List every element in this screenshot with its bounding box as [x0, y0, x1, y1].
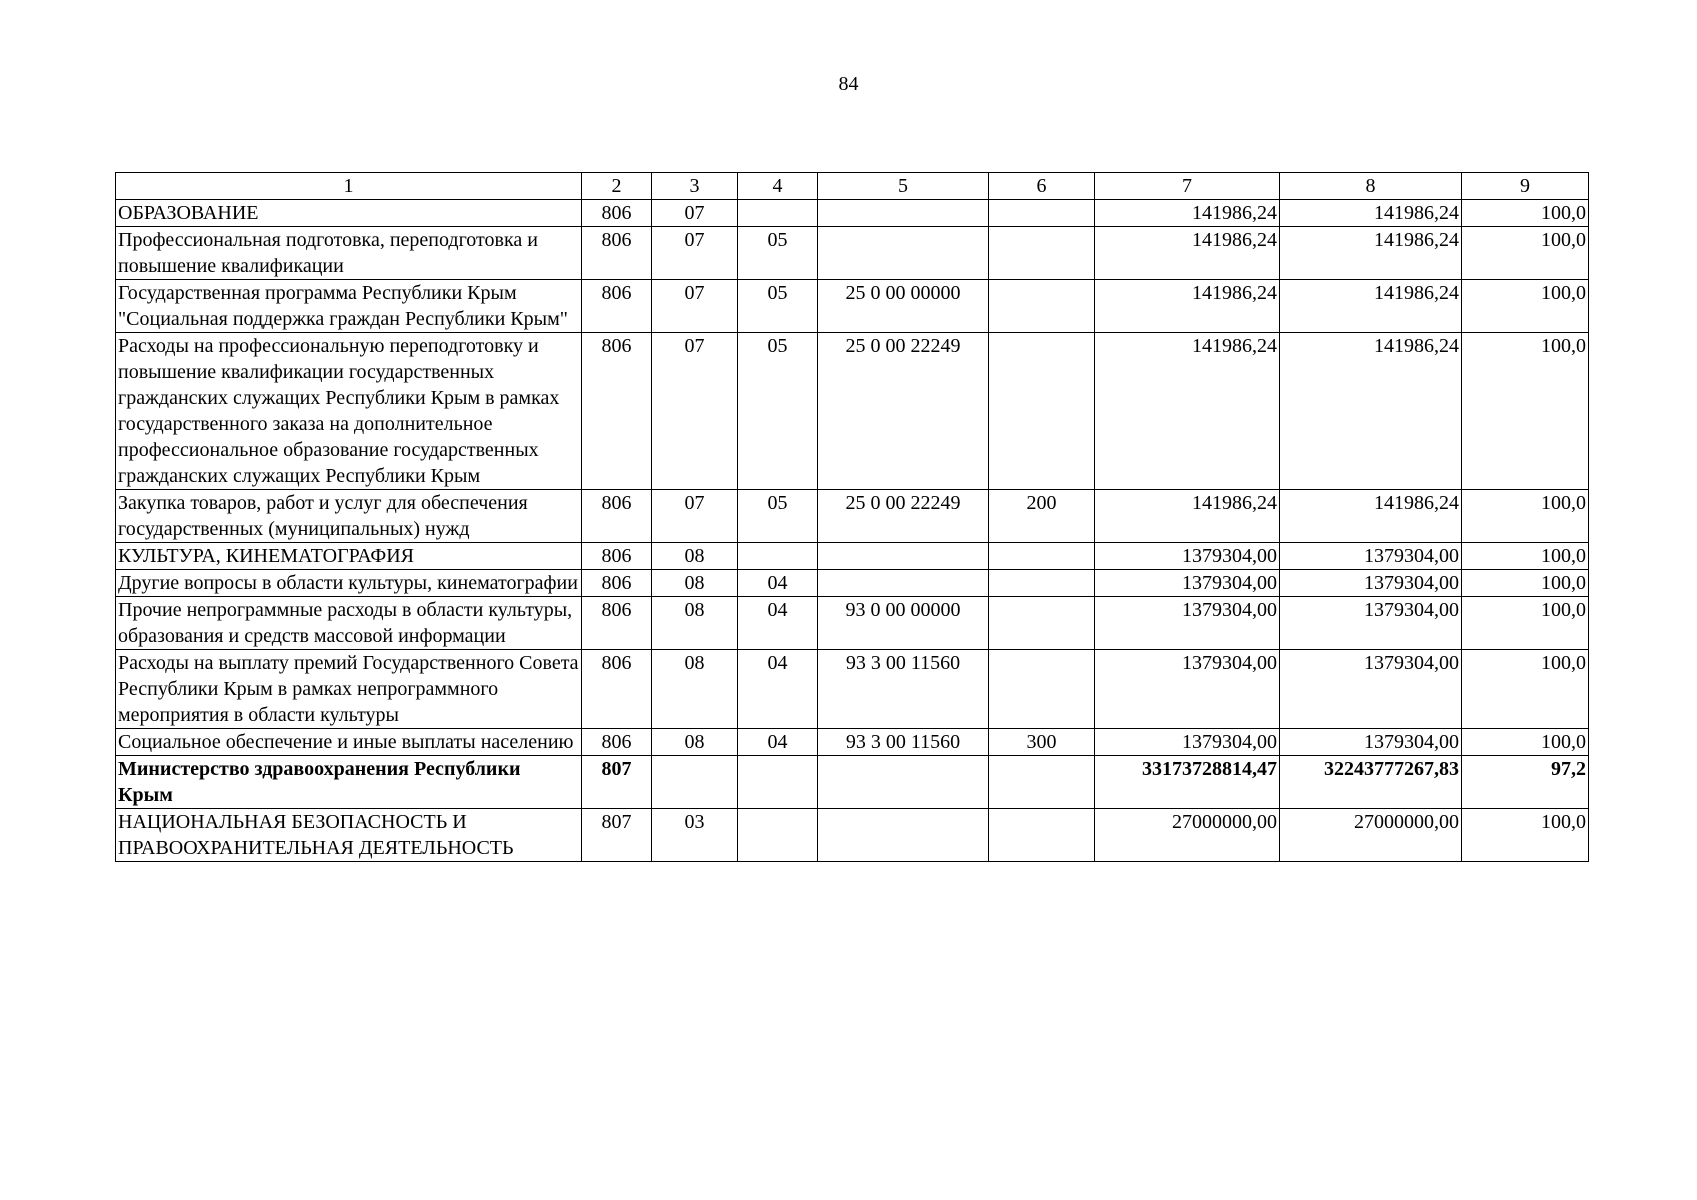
header-cell: 6: [989, 173, 1095, 200]
percent-9: 100,0: [1462, 650, 1589, 729]
code-2: 806: [582, 597, 652, 650]
code-2: 807: [582, 756, 652, 809]
amount-7: 1379304,00: [1095, 650, 1280, 729]
page-number: 84: [838, 73, 859, 95]
code-5: 25 0 00 00000: [818, 280, 989, 333]
percent-9: 100,0: [1462, 333, 1589, 490]
code-3: 07: [652, 200, 738, 227]
code-2: 806: [582, 543, 652, 570]
code-2: 806: [582, 200, 652, 227]
header-cell: 7: [1095, 173, 1280, 200]
percent-9: 100,0: [1462, 280, 1589, 333]
code-6: [989, 756, 1095, 809]
code-4: 04: [738, 650, 818, 729]
code-5: [818, 227, 989, 280]
percent-9: 100,0: [1462, 227, 1589, 280]
code-5: [818, 756, 989, 809]
table-row: [116, 756, 1589, 809]
amount-8: 1379304,00: [1280, 597, 1462, 650]
header-cell: 5: [818, 173, 989, 200]
row-name: Расходы на выплату премий Государственного Совета Республики Крым в рамках непрограммного мероприятия в области культуры: [116, 650, 582, 729]
amount-7: 141986,24: [1095, 200, 1280, 227]
code-4: 04: [738, 570, 818, 597]
table-row: [116, 809, 1589, 862]
amount-8: 141986,24: [1280, 227, 1462, 280]
code-2: 806: [582, 280, 652, 333]
header-cell: 3: [652, 173, 738, 200]
row-name: Расходы на профессиональную переподготовку и повышение квалификации государственных гражданских служащих Республики Крым в рамках государственного заказа на дополнительное профессиональное образование государственных гражданских служащих Республики Крым: [116, 333, 582, 490]
row-name: Профессиональная подготовка, переподготовка и повышение квалификации: [116, 227, 582, 280]
code-2: 806: [582, 490, 652, 543]
code-6: 200: [989, 490, 1095, 543]
header-cell: 9: [1462, 173, 1589, 200]
code-5: [818, 809, 989, 862]
amount-8: 1379304,00: [1280, 650, 1462, 729]
code-5: 93 0 00 00000: [818, 597, 989, 650]
code-2: 806: [582, 729, 652, 756]
code-3: 07: [652, 490, 738, 543]
row-name: Закупка товаров, работ и услуг для обеспечения государственных (муниципальных) нужд: [116, 490, 582, 543]
code-3: 08: [652, 729, 738, 756]
code-3: 08: [652, 543, 738, 570]
code-4: 04: [738, 597, 818, 650]
code-5: 93 3 00 11560: [818, 729, 989, 756]
code-2: 807: [582, 809, 652, 862]
amount-7: 1379304,00: [1095, 729, 1280, 756]
code-6: [989, 650, 1095, 729]
amount-8: 141986,24: [1280, 333, 1462, 490]
percent-9: 100,0: [1462, 200, 1589, 227]
code-5: [818, 200, 989, 227]
amount-8: 141986,24: [1280, 280, 1462, 333]
code-5: 25 0 00 22249: [818, 333, 989, 490]
percent-9: 97,2: [1462, 756, 1589, 809]
code-4: 05: [738, 280, 818, 333]
percent-9: 100,0: [1462, 729, 1589, 756]
table-row: [116, 650, 1589, 729]
row-name: КУЛЬТУРА, КИНЕМАТОГРАФИЯ: [116, 543, 582, 570]
code-6: [989, 543, 1095, 570]
amount-7: 141986,24: [1095, 280, 1280, 333]
amount-8: 1379304,00: [1280, 570, 1462, 597]
header-cell: 1: [116, 173, 582, 200]
budget-table: [115, 172, 1589, 862]
row-name: ОБРАЗОВАНИЕ: [116, 200, 582, 227]
row-name: Государственная программа Республики Крым "Социальная поддержка граждан Республики Крым": [116, 280, 582, 333]
code-3: 08: [652, 570, 738, 597]
percent-9: 100,0: [1462, 490, 1589, 543]
row-name: НАЦИОНАЛЬНАЯ БЕЗОПАСНОСТЬ И ПРАВООХРАНИТЕЛЬНАЯ ДЕЯТЕЛЬНОСТЬ: [116, 809, 582, 862]
code-6: 300: [989, 729, 1095, 756]
code-5: [818, 543, 989, 570]
code-3: [652, 756, 738, 809]
code-6: [989, 570, 1095, 597]
code-3: 08: [652, 597, 738, 650]
amount-7: 1379304,00: [1095, 597, 1280, 650]
code-4: 04: [738, 729, 818, 756]
header-row: [116, 173, 1589, 200]
code-3: 07: [652, 227, 738, 280]
header-cell: 2: [582, 173, 652, 200]
percent-9: 100,0: [1462, 809, 1589, 862]
amount-7: 27000000,00: [1095, 809, 1280, 862]
table-row: [116, 227, 1589, 280]
code-2: 806: [582, 570, 652, 597]
code-4: [738, 543, 818, 570]
code-4: [738, 756, 818, 809]
code-6: [989, 597, 1095, 650]
code-6: [989, 280, 1095, 333]
row-name: Министерство здравоохранения Республики Крым: [116, 756, 582, 809]
table-row: [116, 543, 1589, 570]
code-4: 05: [738, 333, 818, 490]
code-4: [738, 200, 818, 227]
amount-7: 1379304,00: [1095, 543, 1280, 570]
table-row: [116, 597, 1589, 650]
amount-8: 1379304,00: [1280, 543, 1462, 570]
table-row: [116, 333, 1589, 490]
percent-9: 100,0: [1462, 570, 1589, 597]
amount-8: 141986,24: [1280, 200, 1462, 227]
amount-8: 27000000,00: [1280, 809, 1462, 862]
amount-7: 1379304,00: [1095, 570, 1280, 597]
code-5: [818, 570, 989, 597]
code-4: 05: [738, 490, 818, 543]
code-6: [989, 200, 1095, 227]
code-3: 07: [652, 280, 738, 333]
header-cell: 4: [738, 173, 818, 200]
code-2: 806: [582, 650, 652, 729]
amount-8: 1379304,00: [1280, 729, 1462, 756]
percent-9: 100,0: [1462, 597, 1589, 650]
code-6: [989, 227, 1095, 280]
code-4: 05: [738, 227, 818, 280]
code-6: [989, 809, 1095, 862]
amount-7: 141986,24: [1095, 490, 1280, 543]
amount-7: 141986,24: [1095, 227, 1280, 280]
code-6: [989, 333, 1095, 490]
row-name: Прочие непрограммные расходы в области культуры, образования и средств массовой информации: [116, 597, 582, 650]
code-2: 806: [582, 227, 652, 280]
percent-9: 100,0: [1462, 543, 1589, 570]
code-5: 93 3 00 11560: [818, 650, 989, 729]
code-4: [738, 809, 818, 862]
code-3: 08: [652, 650, 738, 729]
table-row: [116, 490, 1589, 543]
amount-7: 141986,24: [1095, 333, 1280, 490]
code-3: 07: [652, 333, 738, 490]
row-name: Социальное обеспечение и иные выплаты населению: [116, 729, 582, 756]
table-row: [116, 280, 1589, 333]
code-3: 03: [652, 809, 738, 862]
code-2: 806: [582, 333, 652, 490]
amount-8: 32243777267,83: [1280, 756, 1462, 809]
amount-8: 141986,24: [1280, 490, 1462, 543]
table-row: [116, 729, 1589, 756]
header-cell: 8: [1280, 173, 1462, 200]
code-5: 25 0 00 22249: [818, 490, 989, 543]
row-name: Другие вопросы в области культуры, кинематографии: [116, 570, 582, 597]
table-row: [116, 200, 1589, 227]
amount-7: 33173728814,47: [1095, 756, 1280, 809]
table-row: [116, 570, 1589, 597]
